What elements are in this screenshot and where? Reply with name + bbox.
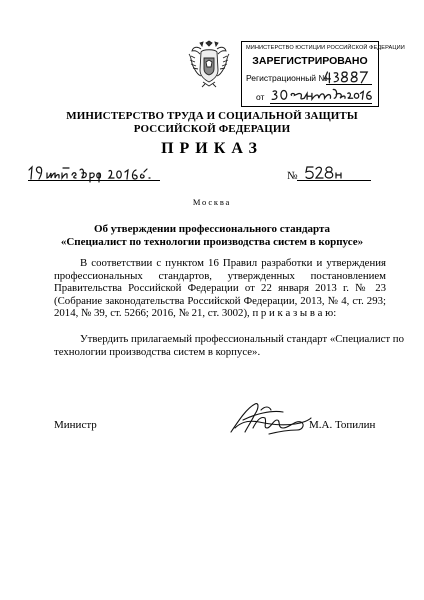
document-type-title: ПРИКАЗ [161,140,263,157]
ministry-heading [0,110,424,135]
stamp-ministry: МИНИСТЕРСТВО ЮСТИЦИИ РОССИЙСКОЙ ФЕДЕРАЦИИ [246,45,405,51]
body-paragraph-1-first-line [80,257,386,270]
body-line-2: профессиональных стандартов, утвержденных постановлением [54,269,386,282]
signer-position: Министр [54,419,97,431]
stamp-reg-label: Регистрационный № [246,73,328,83]
stamp-handwriting [242,42,405,106]
order-subject [0,223,424,249]
subject-line-2: «Специалист по технологии производства систем в корпусе» [60,236,364,248]
ministry-line-2: РОССИЙСКОЙ ФЕДЕРАЦИИ [133,122,291,135]
body-line-7: технологии производства систем в корпусе». [54,345,261,358]
order-city: Москва [192,197,232,207]
order-number-label: № [287,170,298,182]
body-line-5: 2014, № 39, ст. 5266; 2016, № 21, ст. 3002), п р и к а з ы в а ю: [54,307,337,320]
body-line-4: (Собрание законодательства Российской Федерации, 2013, № 4, ст. 293; [54,294,386,307]
subject-line-1: Об утверждении профессионального стандарта [93,223,331,235]
signer-name: М.А. Топилин [309,419,376,431]
stamp-date-label: от [256,92,265,102]
body-line-6: Утвердить прилагаемый профессиональный стандарт «Специалист по [80,333,404,345]
body-line-1: В соответствии с пунктом 16 Правил разработки и утверждения [80,257,386,269]
handwritten-signature [225,398,313,440]
registration-stamp [241,41,405,107]
order-number-handwriting [304,165,352,181]
coat-of-arms-emblem [187,40,231,88]
stamp-status: ЗАРЕГИСТРИРОВАНО [252,55,368,67]
body-paragraph-1 [54,270,386,320]
order-date-handwriting [27,164,167,184]
ministry-line-1: МИНИСТЕРСТВО ТРУДА И СОЦИАЛЬНОЙ ЗАЩИТЫ [66,110,358,122]
body-line-3: Правительства Российской Федерации от 22 января 2013 г. № 23 [54,282,386,295]
